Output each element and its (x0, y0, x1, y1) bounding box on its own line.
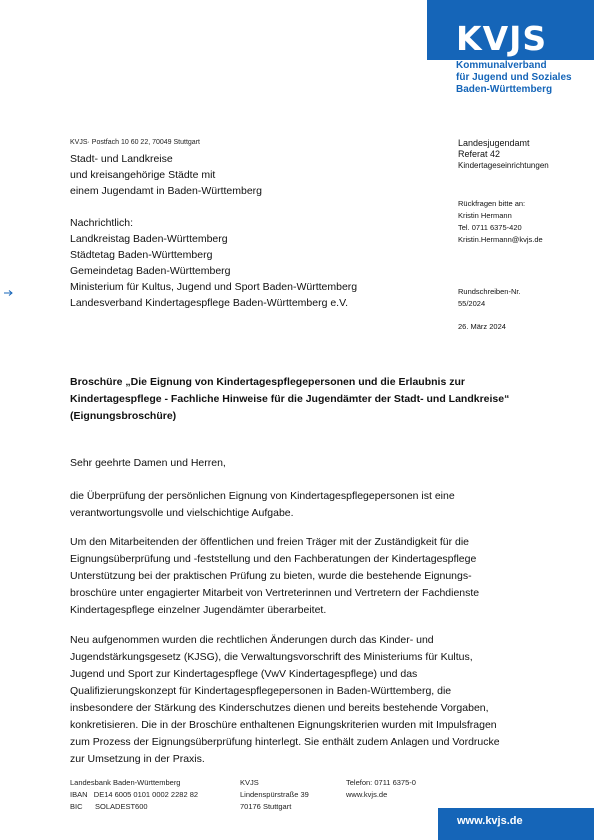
department-line: Landesjugendamt (458, 138, 530, 148)
footer-city: 70176 Stuttgart (240, 802, 292, 811)
body-line: konkretisieren. Die in der Broschüre enthaltenen Eignungskriterien wurden mit Impulsfragen (70, 719, 497, 731)
body-line: Unterstützung bei der praktischen Prüfung zu bieten, wurde die bestehende Eignungs- (70, 570, 472, 582)
cc-line: Landkreistag Baden-Württemberg (70, 233, 228, 245)
iban-value: DE14 6005 0101 0002 2282 82 (93, 790, 199, 799)
cc-label: Nachrichtlich: (70, 217, 134, 229)
footer-contact (346, 777, 416, 801)
footer-web[interactable]: www.kvjs.de (346, 790, 388, 799)
cc-line: Ministerium für Kultus, Jugend und Sport Baden-Württemberg (70, 281, 358, 293)
sender-line: KVJS· Postfach 10 60 22, 70049 Stuttgart (70, 139, 200, 146)
footer-street: Lindenspürstraße 39 (240, 790, 309, 799)
footer-iban (70, 789, 198, 801)
contact-label: Rückfragen bitte an: (458, 199, 526, 208)
cc-line: Städtetag Baden-Württemberg (70, 249, 213, 261)
logo-subtitle (456, 60, 592, 96)
body-paragraph (70, 534, 530, 619)
footer-bic (70, 801, 198, 813)
footer-org: KVJS (240, 778, 259, 787)
letter-date: 26. März 2024 (458, 322, 506, 331)
circular-label: Rundschreiben-Nr. (458, 287, 521, 296)
body-line: Qualifizierungskonzept für Kindertagespflegepersonen in Baden-Württemberg, die (70, 685, 452, 697)
body-line: Jugend und Sport zur Kindertagespflege (VwV Kindertagespflege) und das (70, 668, 418, 680)
logo-subtitle-line: für Jugend und Soziales (456, 72, 572, 83)
body-paragraph (70, 632, 530, 768)
footer-bank (70, 777, 198, 813)
letter-subject: Broschüre „Die Eignung von Kindertagespflegepersonen und die Erlaubnis zur Kindertagespflege - Fachliche Hinweise für die Jugendämter der Stadt- und Landkreise“ (Eignungsbroschüre) (70, 376, 510, 422)
footer-address (240, 777, 309, 813)
iban-label: IBAN (70, 790, 88, 799)
footer-bank-name: Landesbank Baden-Württemberg (70, 778, 181, 787)
logo-subtitle-line: Kommunalverband (456, 60, 547, 71)
body-line: zum Prozess der Eignungsüberprüfung hinterlegt. Sie enthält zudem Anlagen und Vordrucke (70, 736, 500, 748)
contact-phone: Tel. 0711 6375-420 (458, 223, 522, 232)
body-line: zur Umsetzung in der Praxis. (70, 753, 205, 765)
body-line: Neu aufgenommen wurden die rechtlichen Änderungen durch das Kinder- und (70, 634, 434, 646)
cc-line: Gemeindetag Baden-Württemberg (70, 265, 231, 277)
contact-email[interactable]: Kristin.Hermann@kvjs.de (458, 235, 543, 244)
logo-wordmark: KVJS (456, 19, 548, 58)
salutation (70, 455, 530, 472)
department-line: Kindertageseinrichtungen (458, 161, 549, 170)
logo-subtitle-line: Baden-Württemberg (456, 84, 553, 95)
bic-value: SOLADEST600 (95, 802, 148, 811)
body-line: Jugendstärkungsgesetz (KJSG), die Verwaltungsvorschrift des Ministeriums für Kultus, (70, 651, 473, 663)
body-line: Kindertagespflege einzelner Jugendämter überarbeitet. (70, 604, 327, 616)
contact-block (458, 198, 543, 246)
body-paragraph (70, 488, 530, 522)
fold-mark-arrow-icon (4, 288, 14, 298)
recipient-line: Stadt- und Landkreise (70, 153, 173, 165)
bic-label: BIC (70, 802, 83, 811)
recipient-line: einem Jugendamt in Baden-Württemberg (70, 185, 263, 197)
circular-block (458, 286, 521, 310)
contact-name: Kristin Hermann (458, 211, 512, 220)
footer-phone: Telefon: 0711 6375-0 (346, 778, 416, 787)
cc-line: Landesverband Kindertagespflege Baden-Württemberg e.V. (70, 297, 349, 309)
salutation-text: Sehr geehrte Damen und Herren, (70, 457, 226, 469)
body-line: insbesondere der Stärkung des Kinderschutzes dienen und bereits bestehende Vorgaben, (70, 702, 489, 714)
footer-url-link[interactable]: www.kvjs.de (457, 815, 523, 827)
body-line: verantwortungsvolle und vielschichtige Aufgabe. (70, 507, 294, 519)
body-line: Eignungsüberprüfung und -feststellung und den Fachberatungen der Kindertagespflege (70, 553, 477, 565)
circular-number: 55/2024 (458, 299, 486, 308)
department-line: Referat 42 (458, 149, 501, 159)
recipient-block (70, 151, 357, 311)
body-line: broschüre unter engagierter Mitarbeit von Vertreterinnen und Vertretern der Fachdienste (70, 587, 480, 599)
recipient-line: und kreisangehörige Städte mit (70, 169, 216, 181)
body-line: die Überprüfung der persönlichen Eignung von Kindertagespflegepersonen ist eine (70, 490, 455, 502)
body-line: Um den Mitarbeitenden der öffentlichen und freien Träger mit der Zuständigkeit für die (70, 536, 470, 548)
department-block (458, 138, 549, 171)
